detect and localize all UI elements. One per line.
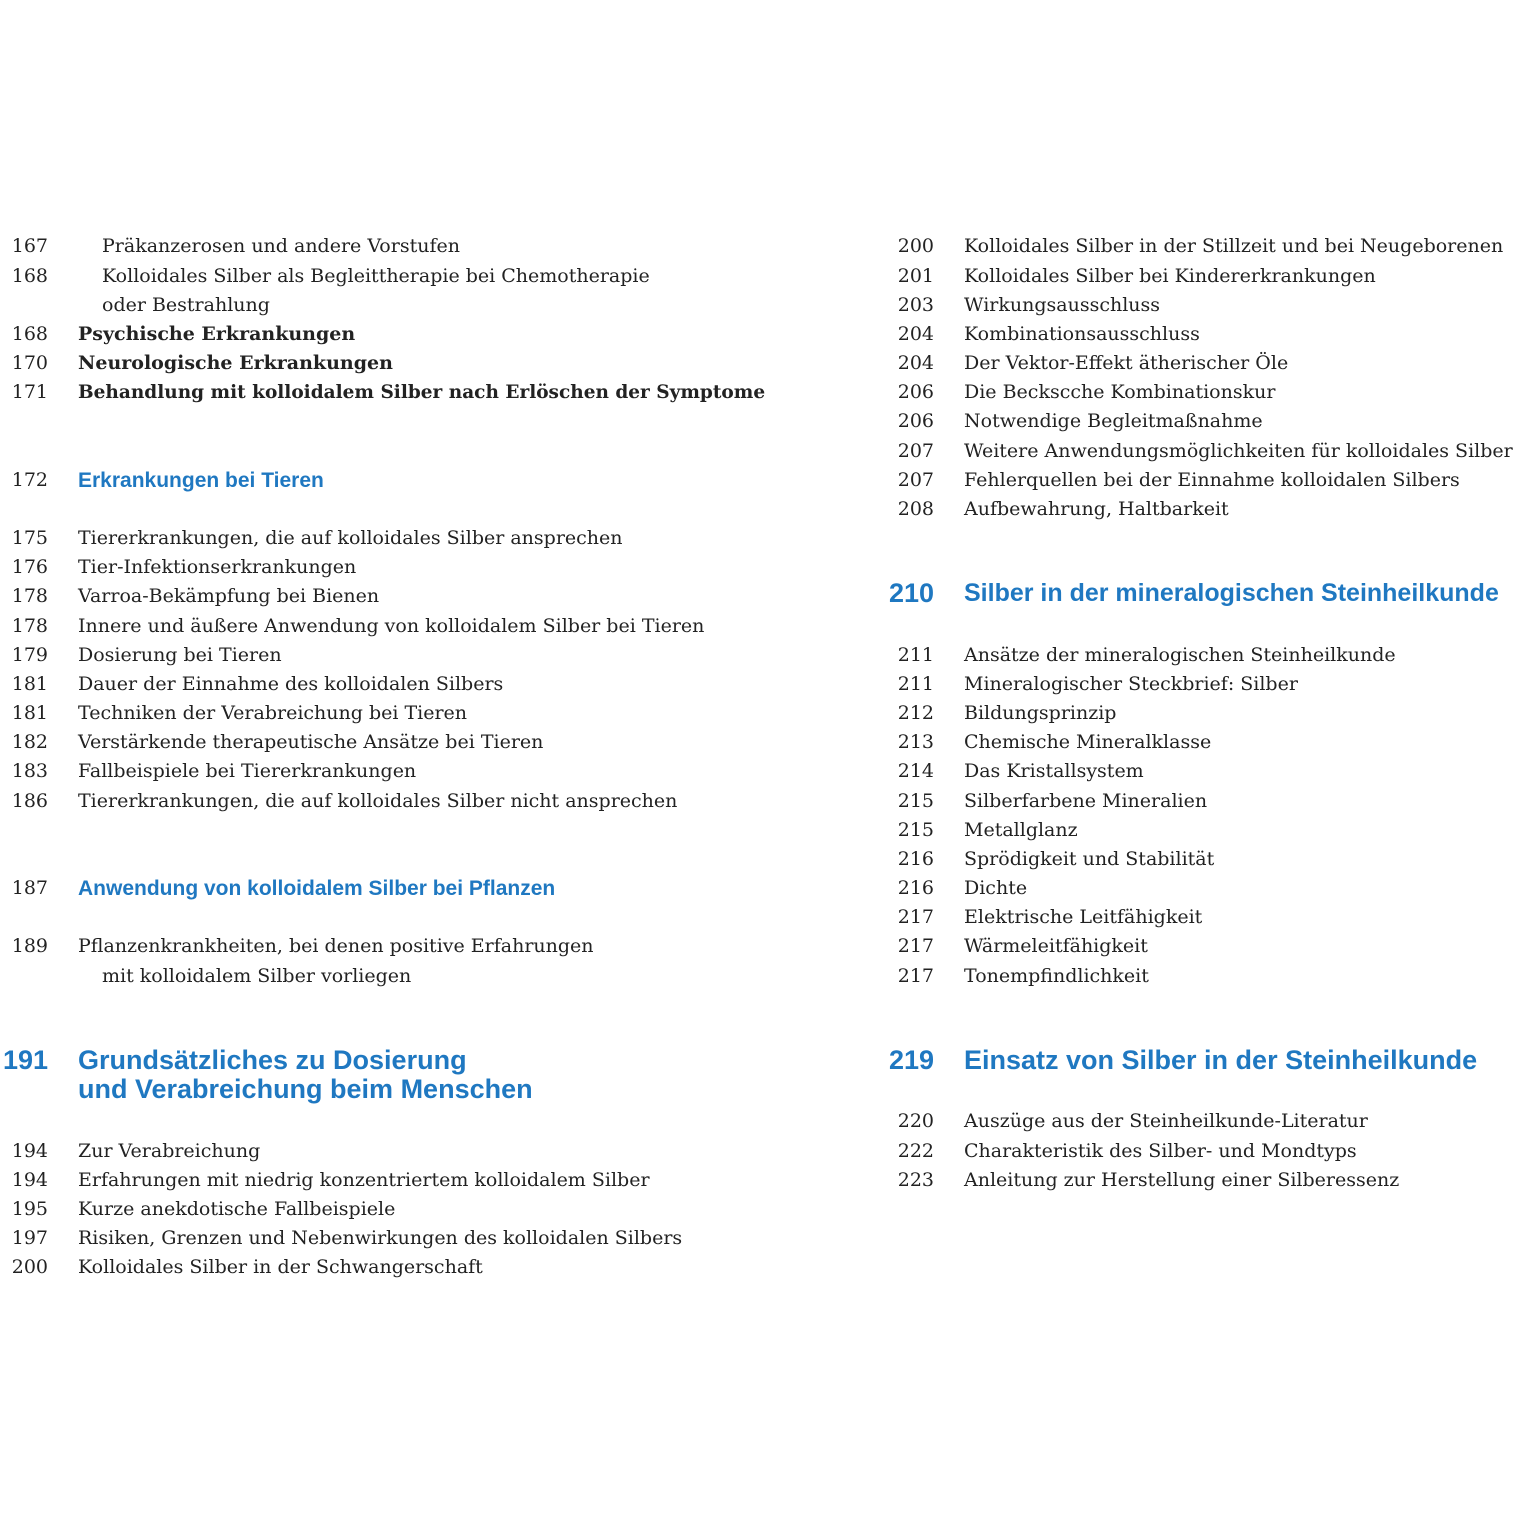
toc-entry[interactable] bbox=[0, 1195, 740, 1224]
toc-entry[interactable] bbox=[880, 816, 1523, 845]
toc-page-number: 175 bbox=[11, 527, 48, 549]
toc-entry-title: Tier-Infektionserkrankungen bbox=[78, 556, 357, 578]
toc-entry[interactable] bbox=[0, 582, 740, 611]
toc-page-number: 216 bbox=[897, 877, 934, 899]
toc-chapter-heading[interactable] bbox=[0, 1045, 740, 1107]
toc-entry-title: Fallbeispiele bei Tiererkrankungen bbox=[78, 760, 417, 782]
toc-entry-title: Charakteristik des Silber- und Mondtyps bbox=[964, 1140, 1357, 1162]
toc-page-number: 204 bbox=[897, 323, 934, 345]
toc-page-number: 172 bbox=[11, 469, 48, 491]
toc-entry[interactable] bbox=[880, 641, 1523, 670]
toc-chapter-number: 210 bbox=[888, 578, 934, 608]
toc-entry[interactable] bbox=[0, 1224, 740, 1253]
toc-entry[interactable] bbox=[880, 232, 1523, 261]
toc-entry-title: Kombinationsausschluss bbox=[964, 323, 1200, 345]
toc-entry-title: mit kolloidalem Silber vorliegen bbox=[102, 965, 412, 987]
toc-chapter-title-line2: und Verabreichung beim Menschen bbox=[78, 1074, 533, 1104]
toc-page-number: 182 bbox=[11, 731, 48, 753]
toc-chapter-heading[interactable] bbox=[880, 1045, 1523, 1076]
toc-page-number: 207 bbox=[897, 469, 934, 491]
toc-section-heading[interactable] bbox=[0, 874, 740, 903]
toc-page-number: 181 bbox=[11, 673, 48, 695]
toc-entry-title: Der Vektor-Effekt ätherischer Öle bbox=[964, 352, 1289, 374]
toc-entry-title: Kurze anekdotische Fallbeispiele bbox=[78, 1198, 396, 1220]
toc-chapter-title: Einsatz von Silber in der Steinheilkunde bbox=[964, 1045, 1478, 1075]
toc-entry[interactable] bbox=[0, 932, 740, 961]
toc-entry-title: Varroa-Bekämpfung bei Bienen bbox=[78, 585, 380, 607]
toc-entry-title: Mineralogischer Steckbrief: Silber bbox=[964, 673, 1298, 695]
toc-page-number: 176 bbox=[11, 556, 48, 578]
toc-entry-title: Kolloidales Silber bei Kindererkrankungen bbox=[964, 265, 1376, 287]
toc-entry[interactable] bbox=[880, 437, 1523, 466]
toc-entry-title: Risiken, Grenzen und Nebenwirkungen des kolloidalen Silbers bbox=[78, 1227, 683, 1249]
toc-entry[interactable] bbox=[880, 407, 1523, 436]
toc-entry-title: Tiererkrankungen, die auf kolloidales Silber nicht ansprechen bbox=[78, 790, 678, 812]
toc-chapter-title: Silber in der mineralogischen Steinheilkunde bbox=[964, 579, 1499, 607]
toc-page-number: 211 bbox=[897, 673, 934, 695]
toc-entry-title: Zur Verabreichung bbox=[78, 1140, 261, 1162]
toc-page-number: 213 bbox=[897, 731, 934, 753]
toc-entry-title: Behandlung mit kolloidalem Silber nach Erlöschen der Symptome bbox=[78, 382, 766, 403]
toc-entry-title: Weitere Anwendungsmöglichkeiten für kolloidales Silber bbox=[964, 440, 1513, 462]
toc-page-number: 212 bbox=[897, 702, 934, 724]
toc-page-number: 216 bbox=[897, 848, 934, 870]
toc-entry-title: Psychische Erkrankungen bbox=[78, 323, 356, 345]
toc-entry[interactable] bbox=[880, 670, 1523, 699]
toc-entry-title: Pflanzenkrankheiten, bei denen positive Erfahrungen bbox=[78, 935, 594, 957]
toc-page-number: 194 bbox=[11, 1140, 48, 1162]
toc-entry[interactable] bbox=[0, 349, 740, 378]
toc-entry-title: Wärmeleitfähigkeit bbox=[964, 935, 1148, 957]
toc-entry-title: Dosierung bei Tieren bbox=[78, 644, 282, 666]
toc-entry[interactable] bbox=[880, 699, 1523, 728]
toc-entry-title: Silberfarbene Mineralien bbox=[964, 790, 1208, 812]
toc-entry[interactable] bbox=[880, 495, 1523, 524]
toc-section-title: Erkrankungen bei Tieren bbox=[78, 469, 324, 492]
toc-entry-title: Metallglanz bbox=[964, 819, 1078, 841]
toc-entry-title: Auszüge aus der Steinheilkunde-Literatur bbox=[964, 1110, 1368, 1132]
toc-entry[interactable] bbox=[880, 1166, 1523, 1195]
toc-entry-title: Ansätze der mineralogischen Steinheilkunde bbox=[964, 644, 1396, 666]
toc-page-number: 207 bbox=[897, 440, 934, 462]
toc-entry[interactable] bbox=[880, 291, 1523, 320]
toc-chapter-title: Grundsätzliches zu Dosierung bbox=[78, 1045, 467, 1075]
toc-page-number: 215 bbox=[897, 819, 934, 841]
toc-entry[interactable] bbox=[880, 845, 1523, 874]
toc-entry-title: Fehlerquellen bei der Einnahme kolloidalen Silbers bbox=[964, 469, 1460, 491]
toc-page-number: 223 bbox=[897, 1169, 934, 1191]
toc-entry-title: Chemische Mineralklasse bbox=[964, 731, 1212, 753]
toc-entry-title: Die Beckscche Kombinationskur bbox=[964, 381, 1276, 403]
toc-page-number: 167 bbox=[11, 235, 48, 257]
toc-entry[interactable] bbox=[0, 1166, 740, 1195]
toc-entry-title: Elektrische Leitfähigkeit bbox=[964, 906, 1203, 928]
toc-page-number: 183 bbox=[11, 760, 48, 782]
toc-page-number: 178 bbox=[11, 615, 48, 637]
toc-entry-continuation bbox=[0, 291, 740, 320]
toc-entry[interactable] bbox=[880, 874, 1523, 903]
toc-page-number: 170 bbox=[11, 352, 48, 374]
toc-entry-continuation bbox=[0, 962, 740, 991]
toc-page-number: 187 bbox=[11, 877, 48, 899]
toc-chapter-number: 219 bbox=[888, 1045, 934, 1075]
toc-page-number: 206 bbox=[897, 410, 934, 432]
toc-entry-title: Techniken der Verabreichung bei Tieren bbox=[78, 702, 468, 724]
toc-entry[interactable] bbox=[880, 728, 1523, 757]
toc-entry[interactable] bbox=[880, 787, 1523, 816]
toc-entry-title: Aufbewahrung, Haltbarkeit bbox=[964, 498, 1229, 520]
toc-entry[interactable] bbox=[0, 378, 766, 407]
toc-page-number: 194 bbox=[11, 1169, 48, 1191]
toc-entry[interactable] bbox=[0, 728, 740, 757]
toc-entry[interactable] bbox=[880, 1107, 1523, 1136]
toc-page-number: 215 bbox=[897, 790, 934, 812]
toc-entry[interactable] bbox=[0, 757, 740, 786]
toc-entry[interactable] bbox=[0, 262, 740, 291]
toc-entry[interactable] bbox=[0, 699, 740, 728]
toc-section-heading[interactable] bbox=[0, 466, 740, 495]
toc-page-number: 197 bbox=[11, 1227, 48, 1249]
toc-entry[interactable] bbox=[0, 320, 740, 349]
toc-page-number: 217 bbox=[897, 935, 934, 957]
toc-chapter-heading[interactable] bbox=[880, 578, 1523, 609]
toc-section-title: Anwendung von kolloidalem Silber bei Pflanzen bbox=[78, 877, 556, 900]
toc-entry-title: Verstärkende therapeutische Ansätze bei Tieren bbox=[78, 731, 544, 753]
toc-entry[interactable] bbox=[880, 1137, 1523, 1166]
toc-entry-title: Kolloidales Silber in der Stillzeit und bei Neugeborenen bbox=[964, 235, 1504, 257]
toc-entry[interactable] bbox=[0, 553, 740, 582]
toc-page-number: 200 bbox=[11, 1256, 48, 1278]
toc-entry[interactable] bbox=[0, 524, 740, 553]
toc-entry-title: Neurologische Erkrankungen bbox=[78, 352, 393, 374]
toc-page-number: 217 bbox=[897, 965, 934, 987]
toc-page-number: 200 bbox=[897, 235, 934, 257]
toc-entry-title: Innere und äußere Anwendung von kolloidalem Silber bei Tieren bbox=[78, 615, 705, 637]
toc-entry-title: Anleitung zur Herstellung einer Silberessenz bbox=[964, 1169, 1400, 1191]
toc-entry[interactable] bbox=[0, 670, 740, 699]
toc-page-number: 211 bbox=[897, 644, 934, 666]
toc-entry[interactable] bbox=[880, 932, 1523, 961]
toc-page-number: 204 bbox=[897, 352, 934, 374]
toc-entry[interactable] bbox=[0, 1253, 740, 1282]
toc-page-number: 208 bbox=[897, 498, 934, 520]
toc-entry[interactable] bbox=[880, 378, 1523, 407]
toc-entry-title: Das Kristallsystem bbox=[964, 760, 1144, 782]
toc-entry[interactable] bbox=[0, 232, 740, 261]
toc-entry[interactable] bbox=[0, 1137, 740, 1166]
toc-entry[interactable] bbox=[880, 757, 1523, 786]
toc-page-number: 168 bbox=[11, 323, 48, 345]
toc-entry[interactable] bbox=[880, 320, 1523, 349]
toc-page-number: 220 bbox=[897, 1110, 934, 1132]
toc-page-number: 222 bbox=[897, 1140, 934, 1162]
toc-entry[interactable] bbox=[0, 787, 740, 816]
toc-entry[interactable] bbox=[880, 466, 1523, 495]
toc-page-number: 201 bbox=[897, 265, 934, 287]
toc-page-number: 168 bbox=[11, 265, 48, 287]
toc-page-number: 195 bbox=[11, 1198, 48, 1220]
toc-entry-title: Bildungsprinzip bbox=[964, 702, 1117, 724]
toc-entry[interactable] bbox=[880, 903, 1523, 932]
toc-entry[interactable] bbox=[880, 962, 1523, 991]
toc-entry-title: Sprödigkeit und Stabilität bbox=[964, 848, 1215, 870]
toc-entry-title: Präkanzerosen und andere Vorstufen bbox=[102, 235, 460, 257]
toc-entry-title: Tonempfindlichkeit bbox=[964, 965, 1149, 987]
toc-page-number: 203 bbox=[897, 294, 934, 316]
toc-entry[interactable] bbox=[0, 612, 740, 641]
toc-page-number: 214 bbox=[897, 760, 934, 782]
toc-page-number: 171 bbox=[11, 381, 48, 403]
toc-entry-title: Kolloidales Silber als Begleittherapie bei Chemotherapie bbox=[102, 265, 650, 287]
toc-entry-title: oder Bestrahlung bbox=[102, 294, 270, 316]
toc-page-number: 206 bbox=[897, 381, 934, 403]
toc-entry-title: Wirkungsausschluss bbox=[964, 294, 1161, 316]
toc-entry-title: Dauer der Einnahme des kolloidalen Silbers bbox=[78, 673, 504, 695]
toc-page-number: 179 bbox=[11, 644, 48, 666]
toc-entry-title: Dichte bbox=[964, 877, 1028, 899]
toc-page-number: 178 bbox=[11, 585, 48, 607]
toc-entry-title: Notwendige Begleitmaßnahme bbox=[964, 410, 1263, 432]
toc-entry-title: Kolloidales Silber in der Schwangerschaft bbox=[78, 1256, 483, 1278]
toc-right-column bbox=[880, 0, 1523, 1523]
toc-page-number: 217 bbox=[897, 906, 934, 928]
toc-entry-title: Tiererkrankungen, die auf kolloidales Silber ansprechen bbox=[78, 527, 623, 549]
toc-entry[interactable] bbox=[0, 641, 740, 670]
toc-entry-title: Erfahrungen mit niedrig konzentriertem kolloidalem Silber bbox=[78, 1169, 650, 1191]
toc-page-number: 186 bbox=[11, 790, 48, 812]
toc-page-number: 181 bbox=[11, 702, 48, 724]
toc-chapter-number: 191 bbox=[2, 1045, 48, 1075]
toc-page-number: 189 bbox=[11, 935, 48, 957]
toc-entry[interactable] bbox=[880, 349, 1523, 378]
toc-entry[interactable] bbox=[880, 262, 1523, 291]
